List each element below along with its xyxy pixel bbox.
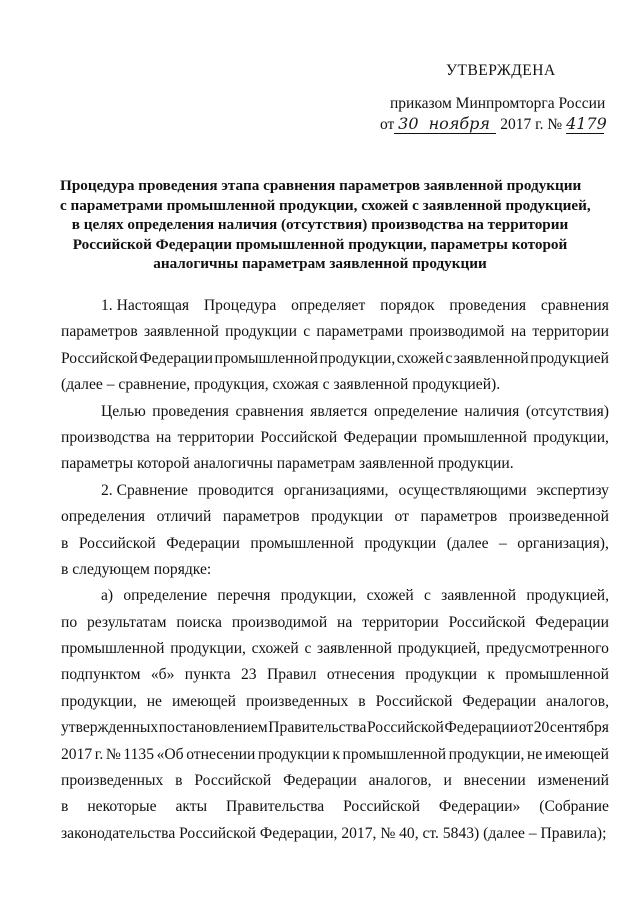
word: изменений <box>537 772 609 790</box>
word: по <box>61 613 78 631</box>
paragraph-line <box>61 715 609 741</box>
word: на <box>510 323 527 341</box>
word: Федерации» <box>438 798 521 816</box>
word: «Об <box>156 745 184 763</box>
paragraph-line <box>61 319 609 345</box>
word: 2. Сравнение <box>101 481 188 499</box>
word: и <box>443 772 452 790</box>
word: в следующем порядке: <box>61 560 212 578</box>
paragraph-line <box>61 399 609 425</box>
word: продукцией <box>530 349 609 367</box>
word: с <box>445 349 453 367</box>
word: Российской <box>448 613 526 631</box>
word: параметров <box>61 323 138 341</box>
word: Российской <box>78 534 156 552</box>
word: акты <box>175 798 208 816</box>
word: имеющей <box>171 692 237 710</box>
paragraph-line <box>61 346 609 372</box>
word: Российской <box>61 349 138 367</box>
word: схожей <box>251 640 299 658</box>
word: параметры которой аналогичны параметрам заявленной продукции. <box>61 455 514 473</box>
word: отнесения <box>326 666 395 684</box>
word: (далее <box>446 534 489 552</box>
word: на <box>156 428 172 446</box>
word: производимой <box>409 323 505 341</box>
word: не <box>527 745 543 763</box>
word: является <box>310 402 368 420</box>
handwritten-day: 30 <box>394 115 422 134</box>
word: имеющей <box>544 745 609 763</box>
word: производимой <box>231 613 328 631</box>
word: Правил <box>266 666 317 684</box>
word: 2017 <box>61 745 93 763</box>
word: организация), <box>517 534 609 552</box>
word: 1. Настоящая <box>101 297 190 314</box>
word: (отсутствия) <box>525 402 609 420</box>
word: заявленной <box>317 640 392 658</box>
word: заявленной <box>441 587 517 605</box>
word: заявленной <box>453 349 529 367</box>
paragraph-line <box>61 794 609 820</box>
word: параметрами <box>316 323 404 341</box>
word: продукции <box>257 745 330 763</box>
word: схожей <box>396 349 444 367</box>
word: Российской <box>343 798 420 816</box>
word: продукции, <box>448 745 525 763</box>
word: сравнения <box>540 297 609 314</box>
word: с <box>304 640 312 658</box>
word: от <box>394 508 409 526</box>
word: продукции, <box>170 640 246 658</box>
word: Российской <box>367 719 444 737</box>
word: с <box>303 323 311 341</box>
word: продукции, <box>319 349 396 367</box>
word: № <box>105 745 121 763</box>
word: предусмотренного <box>486 640 609 658</box>
word: определение <box>123 587 208 605</box>
word: проведения <box>152 402 229 420</box>
word: сравнения <box>235 402 304 420</box>
word: произведенных <box>61 772 164 790</box>
word: продукции <box>225 323 297 341</box>
word: результатам <box>87 613 167 631</box>
word: схожей <box>366 587 414 605</box>
word: продукции, <box>280 587 357 605</box>
word: проведения <box>449 297 526 314</box>
word: к <box>487 666 495 684</box>
word: территории <box>177 428 255 446</box>
word: не <box>146 692 162 710</box>
word: Федерации <box>462 692 537 710</box>
word: продукции <box>311 508 383 526</box>
word: производства <box>61 428 150 446</box>
word: произведенной <box>508 508 609 526</box>
word: – <box>498 534 507 552</box>
word: параметров <box>222 508 300 526</box>
document-title <box>60 176 591 274</box>
word: утвержденных <box>61 719 159 737</box>
word: к <box>332 745 340 763</box>
word: 20 <box>533 719 550 737</box>
paragraph-line <box>61 451 609 477</box>
paragraph-line <box>61 821 609 847</box>
word: определяет <box>291 297 366 314</box>
word: Российской <box>260 428 338 446</box>
paragraph-line <box>61 504 609 530</box>
word: аналогов, <box>368 772 432 790</box>
paragraph-line <box>61 662 609 688</box>
word: г. <box>94 745 104 763</box>
approval-stamp <box>380 60 620 135</box>
word: продукции <box>364 534 437 552</box>
word: параметров <box>420 508 498 526</box>
word: некоторые <box>87 798 157 816</box>
word: порядок <box>380 297 435 314</box>
paragraph-line <box>61 425 609 451</box>
word: Российской <box>375 692 453 710</box>
word: от <box>518 719 534 737</box>
paragraph-line <box>61 636 609 662</box>
word: продукции, <box>533 428 609 446</box>
paragraph-line <box>61 557 609 583</box>
word: в <box>358 692 366 710</box>
date-prefix: от <box>380 116 395 133</box>
word: определения <box>61 508 146 526</box>
title-line: Российской Федерации промышленной продукции, параметры которой <box>72 235 568 253</box>
word: Российской <box>194 772 272 790</box>
title-line: в целях определения наличия (отсутствия) производства на территории <box>71 216 569 233</box>
word: (Собрание <box>539 798 609 816</box>
word: промышленной <box>61 640 165 658</box>
word: подпунктом <box>61 666 141 684</box>
word: экспертизу <box>536 481 609 499</box>
word: Правительства <box>226 798 325 816</box>
handwritten-month: ноября <box>422 115 496 134</box>
word: Федерации <box>444 719 519 737</box>
word: организациями, <box>283 481 389 499</box>
word: Федерации <box>343 428 418 446</box>
word: Целью <box>101 402 146 420</box>
word: Федерации <box>535 613 609 631</box>
word: 23 <box>240 666 257 684</box>
paragraph-line <box>61 531 609 557</box>
word: на <box>337 613 353 631</box>
word: Правительства <box>268 719 367 737</box>
word: (далее – сравнение, продукция, схожая с заявленной продукцией). <box>61 376 501 394</box>
paragraph-line <box>61 742 609 768</box>
paragraph-line <box>61 478 609 504</box>
word: территории <box>362 613 439 631</box>
word: отнесении <box>186 745 256 763</box>
word: продукцией, <box>397 640 481 658</box>
handwritten-order-number: 4179 <box>566 114 607 133</box>
word: промышленной <box>250 534 354 552</box>
word: осуществляющими <box>398 481 527 499</box>
order-date-line <box>380 114 620 135</box>
word: постановлением <box>158 719 268 737</box>
document-body <box>61 293 609 847</box>
word: продукцией, <box>526 587 609 605</box>
word: аналогов, <box>546 692 609 710</box>
word: проводится <box>197 481 274 499</box>
order-line: приказом Минпромторга России <box>390 95 606 112</box>
paragraph-line <box>61 768 609 794</box>
word: поиска <box>176 613 222 631</box>
word: продукции <box>405 666 478 684</box>
paragraph-line <box>61 610 609 636</box>
word: пункта <box>184 666 231 684</box>
word: перечня <box>217 587 271 605</box>
word: законодательства Российской Федерации, 2017, № 40, ст. 5843) (далее – Правила); <box>61 824 607 842</box>
word: произведенных <box>245 692 349 710</box>
word: промышленной <box>342 745 447 763</box>
word: с <box>424 587 431 605</box>
title-line: с параметрами промышленной продукции, схожей с заявленной продукцией, <box>60 196 591 214</box>
word: промышленной <box>505 666 609 684</box>
word: определение <box>374 402 458 420</box>
word: Федерации <box>166 534 240 552</box>
word: а) <box>101 587 114 605</box>
word: сентября <box>549 719 609 737</box>
word: промышленной <box>214 349 319 367</box>
word: Федерации <box>283 772 357 790</box>
paragraph-line <box>61 372 609 398</box>
approved-label: УТВЕРЖДЕНА <box>446 62 556 79</box>
paragraph-line <box>61 689 609 715</box>
word: отличий <box>156 508 212 526</box>
title-line: Процедура проведения этапа сравнения параметров заявленной продукции <box>60 177 582 194</box>
paragraph-line <box>61 293 609 319</box>
paragraph-line <box>61 583 609 609</box>
word: Федерации <box>139 349 213 367</box>
word: внесении <box>463 772 526 790</box>
word: Процедура <box>203 297 277 314</box>
word: продукции, <box>61 692 137 710</box>
word: в <box>61 798 69 816</box>
date-year-text: 2017 г. № <box>500 116 563 133</box>
word: 1135 <box>123 745 155 763</box>
word: наличия <box>464 402 520 420</box>
word: промышленной <box>423 428 527 446</box>
title-line: аналогичны параметрам заявленной продукции <box>153 255 487 272</box>
word: «б» <box>150 666 175 684</box>
word: в <box>61 534 69 552</box>
word: заявленной <box>143 323 219 341</box>
word: территории <box>532 323 609 341</box>
word: в <box>175 772 183 790</box>
